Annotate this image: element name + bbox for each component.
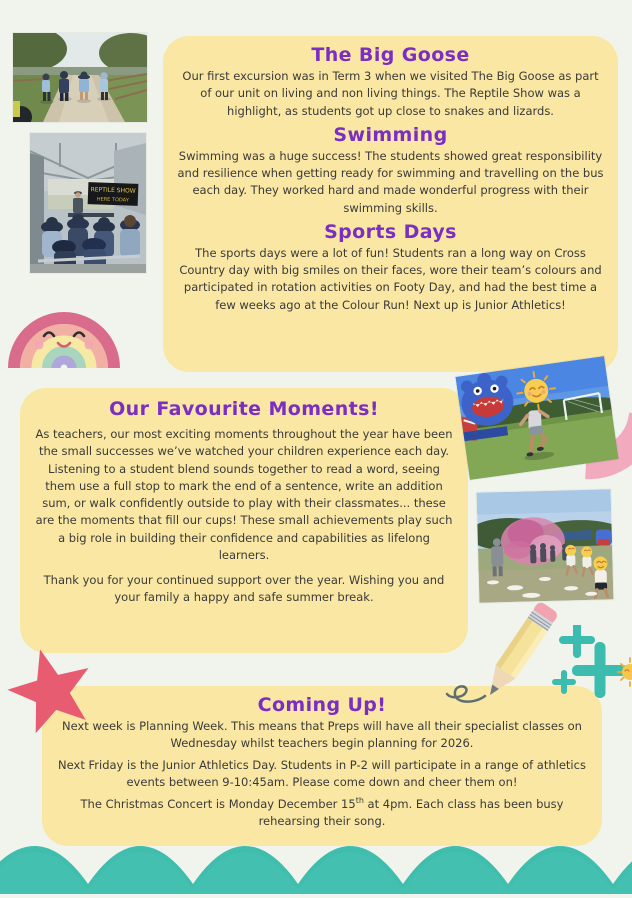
section-title-swimming: Swimming bbox=[333, 123, 448, 146]
concert-text-pre: The Christmas Concert is Monday December 15 bbox=[80, 796, 356, 811]
reptile-sign-line1: REPTILE SHOW bbox=[90, 186, 136, 195]
coming-up-line-athletics-day: Next Friday is the Junior Athletics Day. Students in P-2 will participate in a range of athletics events between 9-10:45am. Please come down and cheer them on! bbox=[58, 757, 586, 789]
favourite-moments-title: Our Favourite Moments! bbox=[109, 398, 379, 420]
card-favourite-moments bbox=[20, 388, 468, 653]
section-title-sports-days: Sports Days bbox=[324, 220, 457, 243]
farm-path-photo-art bbox=[13, 33, 147, 122]
section-body-sports-days: The sports days were a lot of fun! Students ran a long way on Cross Country day with big smiles on their faces, wore their team’s colours and participated in rotation activities on Footy Day, and had the best time a few weeks ago at the Colour Run! Next up is Junior Athletics! bbox=[179, 245, 602, 312]
rainbow-icon bbox=[8, 284, 120, 372]
photo-farm-path bbox=[13, 33, 147, 122]
concert-ordinal-suffix: th bbox=[355, 796, 364, 805]
colour-run-photo-art bbox=[477, 489, 614, 602]
section-body-swimming: Swimming was a huge success! The students showed great responsibility and resilience when getting ready for swimming and travelling on the bus each day. They worked hard and made wonderful progress with their swimming skills. bbox=[177, 148, 604, 215]
card-term-recap bbox=[163, 36, 618, 372]
reptile-shed-photo-art bbox=[30, 133, 146, 273]
sparkles-icon bbox=[550, 625, 632, 709]
photo-oval-inflatable bbox=[455, 356, 618, 480]
reptile-sign-line2: HERE TODAY bbox=[96, 196, 129, 204]
coming-up-line-planning-week: Next week is Planning Week. This means that Preps will have all their specialist classes on Wednesday whilst teachers begin planning for 2026. bbox=[62, 719, 582, 751]
section-body-big-goose: Our first excursion was in Term 3 when we visited The Big Goose as part of our unit on living and non living things. The Reptile Show was a highlight, as students got up close to snakes and lizards. bbox=[182, 69, 599, 118]
coming-up-title: Coming Up! bbox=[257, 694, 387, 716]
reptile-show-sign bbox=[88, 182, 139, 206]
concert-text-post: at 4pm. Each class has been busy rehearsing their song. bbox=[258, 796, 564, 829]
sun-peek-icon bbox=[618, 658, 632, 686]
photo-colour-run bbox=[477, 489, 614, 602]
photo-reptile-shed bbox=[30, 133, 146, 273]
oval-photo-art bbox=[455, 356, 618, 480]
favourite-moments-paragraph-2: Thank you for your continued support over the year. Wishing you and your family a happy and safe summer break. bbox=[43, 573, 445, 605]
section-title-big-goose: The Big Goose bbox=[311, 44, 470, 66]
coming-up-line-christmas-concert bbox=[56, 795, 588, 830]
wave-border-icon bbox=[0, 830, 632, 898]
favourite-moments-paragraph-1: As teachers, our most exciting moments throughout the year have been the small successes we’ve watched your children experience each day. Listening to a student blend sounds together to read a word, seeing them use a full stop to mark the end of a sentence, write an addition sum, or walk confidently outside to play with their classmates... these are the moments that fill our cups! These small achievements play such a big role in building their confidence and capabilities as lifelong learners. bbox=[35, 427, 453, 562]
